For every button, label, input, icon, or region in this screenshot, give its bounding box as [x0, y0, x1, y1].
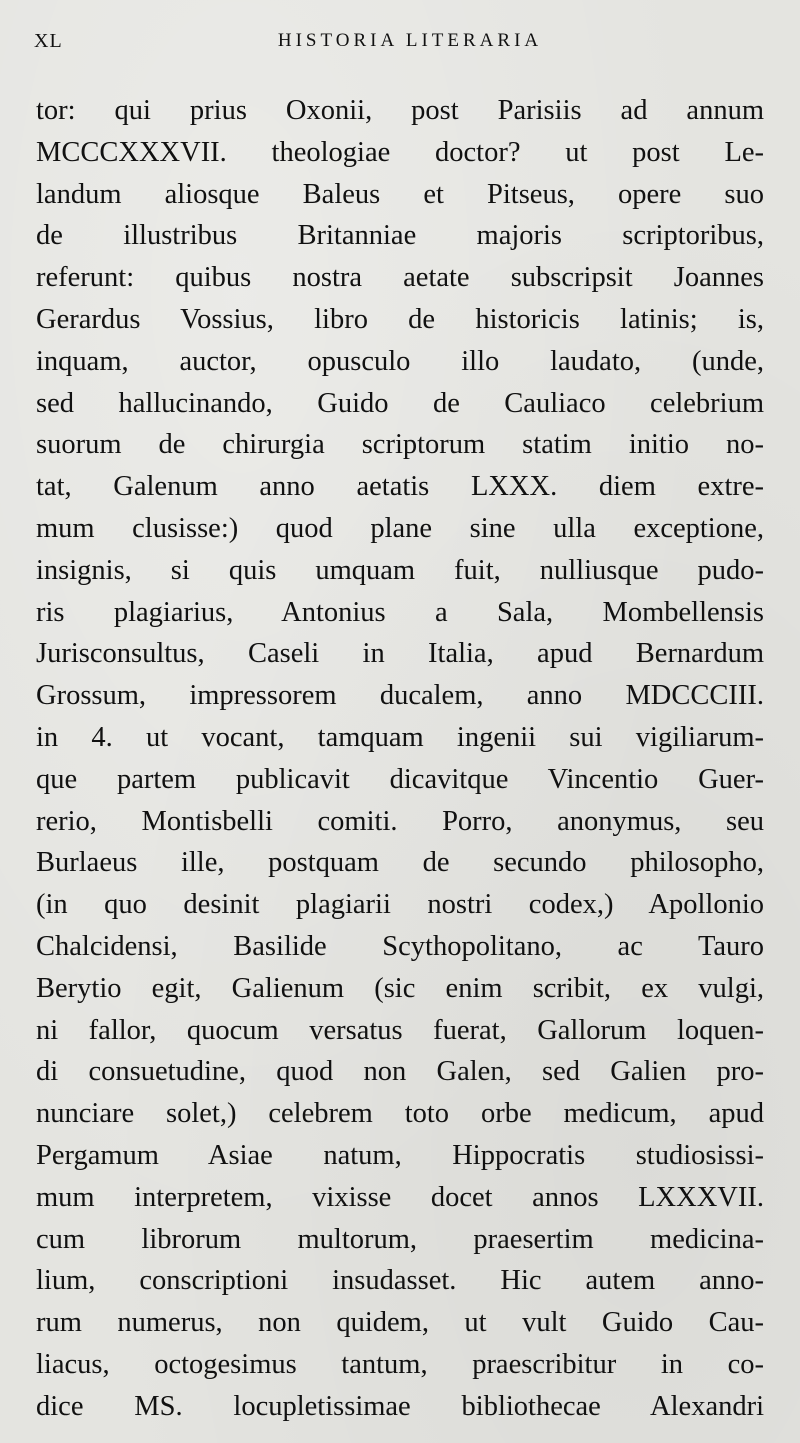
text-line: di consuetudine, quod non Galen, sed Galien pro-: [36, 1056, 764, 1088]
text-line: insignis, si quis umquam fuit, nulliusque pudo-: [36, 554, 764, 586]
running-head: HISTORIA LITERARIA: [277, 30, 543, 51]
text-line: cum librorum multorum, praesertim medicina-: [36, 1223, 764, 1255]
text-line: MCCCXXXVII. theologiae doctor? ut post Le-: [36, 136, 764, 168]
text-line: que partem publicavit dicavitque Vincentio Guer-: [36, 763, 764, 795]
text-line: liacus, octogesimus tantum, praescribitur in co-: [36, 1348, 764, 1380]
text-line: de illustribus Britanniae majoris scriptoribus,: [36, 220, 764, 252]
text-line: Grossum, impressorem ducalem, anno MDCCCIII.: [36, 680, 764, 712]
text-line: Pergamum Asiae natum, Hippocratis studiosissi-: [36, 1139, 764, 1171]
page-number: XL: [34, 30, 63, 52]
text-line: (in quo desinit plagiarii nostri codex,) Apollonio: [36, 889, 764, 921]
text-line: tat, Galenum anno aetatis LXXX. diem extre-: [36, 471, 764, 503]
text-line: sed hallucinando, Guido de Cauliaco celebrium: [36, 387, 764, 419]
text-line: dice MS. locupletissimae bibliothecae Alexandri: [36, 1390, 764, 1422]
page-header: [34, 30, 766, 56]
text-line: Gerardus Vossius, libro de historicis latinis; is,: [36, 303, 764, 335]
text-line: in 4. ut vocant, tamquam ingenii sui vigiliarum-: [36, 721, 764, 753]
text-line: ni fallor, quocum versatus fuerat, Gallorum loquen-: [36, 1014, 764, 1046]
text-line: Burlaeus ille, postquam de secundo philosopho,: [36, 847, 764, 879]
text-line: rerio, Montisbelli comiti. Porro, anonymus, seu: [36, 805, 764, 837]
text-line: Berytio egit, Galienum (sic enim scribit, ex vulgi,: [36, 972, 764, 1004]
text-line: landum aliosque Baleus et Pitseus, opere suo: [36, 178, 764, 210]
text-line: tor: qui prius Oxonii, post Parisiis ad annum: [36, 95, 764, 126]
text-line: rum numerus, non quidem, ut vult Guido Cau-: [36, 1307, 764, 1339]
text-line: lium, conscriptioni insudasset. Hic autem anno-: [36, 1265, 764, 1297]
text-line: mum clusisse:) quod plane sine ulla exceptione,: [36, 512, 764, 544]
text-line: referunt: quibus nostra aetate subscripsit Joannes: [36, 262, 764, 294]
text-line: Chalcidensi, Basilide Scythopolitano, ac Tauro: [36, 930, 764, 962]
text-line: ris plagiarius, Antonius a Sala, Mombellensis: [36, 596, 764, 628]
body-text: [36, 90, 764, 1428]
text-line: Jurisconsultus, Caseli in Italia, apud Bernardum: [36, 638, 764, 670]
text-line: mum interpretem, vixisse docet annos LXXXVII.: [36, 1181, 764, 1213]
text-line: suorum de chirurgia scriptorum statim initio no-: [36, 429, 764, 461]
text-line: nunciare solet,) celebrem toto orbe medicum, apud: [36, 1098, 764, 1130]
text-line: inquam, auctor, opusculo illo laudato, (unde,: [36, 345, 764, 377]
